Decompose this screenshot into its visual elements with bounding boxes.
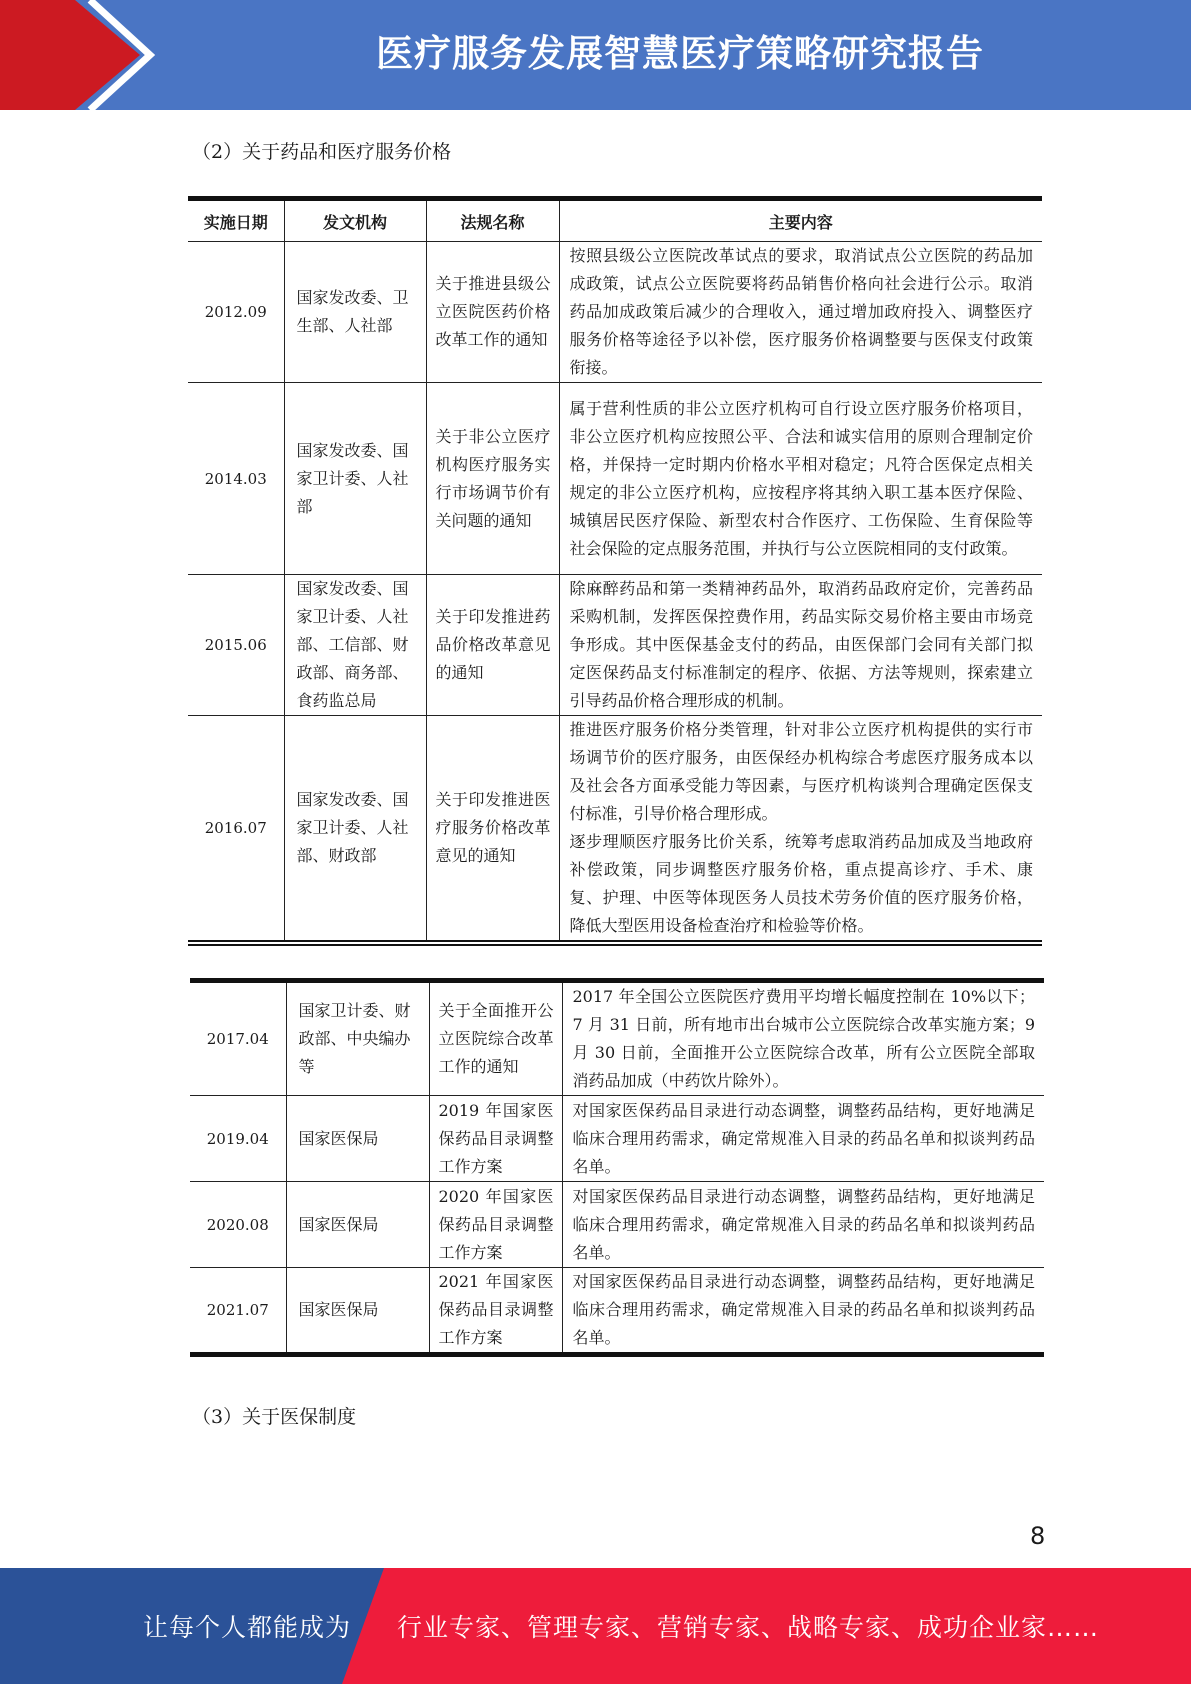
row-org: 国家医保局	[286, 1182, 429, 1268]
row-org: 国家医保局	[286, 1096, 429, 1182]
row-date: 2017.04	[190, 981, 286, 1096]
row-law: 2020 年国家医保药品目录调整工作方案	[429, 1182, 562, 1268]
table-row	[190, 1182, 1044, 1268]
row-org: 国家发改委、国家卫计委、人社部、财政部	[284, 716, 426, 944]
row-content: 对国家医保药品目录进行动态调整，调整药品结构，更好地满足临床合理用药需求，确定常规准入目录的药品名单和拟谈判药品名单。	[562, 1268, 1044, 1355]
column-header-law: 法规名称	[426, 199, 559, 242]
column-header-date: 实施日期	[188, 199, 284, 242]
row-org: 国家发改委、国家卫计委、人社部、工信部、财政部、商务部、食药监总局	[284, 575, 426, 716]
row-date: 2016.07	[188, 716, 284, 944]
table-row	[188, 242, 1042, 383]
page-header	[0, 0, 1191, 110]
table-row	[190, 1096, 1044, 1182]
row-content: 对国家医保药品目录进行动态调整，调整药品结构，更好地满足临床合理用药需求，确定常规准入目录的药品名单和拟谈判药品名单。	[562, 1096, 1044, 1182]
page-number: 8	[1030, 1522, 1046, 1550]
row-law: 2019 年国家医保药品目录调整工作方案	[429, 1096, 562, 1182]
table-row	[188, 716, 1042, 944]
report-title: 医疗服务发展智慧医疗策略研究报告	[376, 32, 984, 75]
row-content: 2017 年全国公立医院医疗费用平均增长幅度控制在 10%以下；7 月 31 日前，所有地市出台城市公立医院综合改革实施方案；9 月 30 日前，全面推开公立医院综合改革，所有公立医院全部取消药品加成（中药饮片除外）。	[562, 981, 1044, 1096]
table-row	[188, 575, 1042, 716]
footer-slogan-lead: 让每个人都能成为	[143, 1613, 352, 1642]
footer-slogan-roles: 行业专家、管理专家、营销专家、战略专家、成功企业家……	[397, 1613, 1100, 1642]
row-content: 对国家医保药品目录进行动态调整，调整药品结构，更好地满足临床合理用药需求，确定常规准入目录的药品名单和拟谈判药品名单。	[562, 1182, 1044, 1268]
row-law: 2021 年国家医保药品目录调整工作方案	[429, 1268, 562, 1355]
row-date: 2012.09	[188, 242, 284, 383]
table-row	[190, 981, 1044, 1096]
column-header-content: 主要内容	[559, 199, 1042, 242]
section-heading-drug-prices: （2）关于药品和医疗服务价格	[192, 141, 452, 163]
row-content-paragraph: 逐步理顺医疗服务比价关系，统筹考虑取消药品加成及当地政府补偿政策，同步调整医疗服务价格，重点提高诊疗、手术、康复、护理、中医等体现医务人员技术劳务价值的医疗服务价格，降低大型医用设备检查治疗和检验等价格。	[569, 832, 1033, 935]
row-content: 按照县级公立医院改革试点的要求，取消试点公立医院的药品加成政策，试点公立医院要将药品销售价格向社会进行公示。取消药品加成政策后减少的合理收入，通过增加政府投入、调整医疗服务价格等途径予以补偿，医疗服务价格调整要与医保支付政策衔接。	[559, 242, 1042, 383]
row-content: 除麻醉药品和第一类精神药品外，取消药品政府定价，完善药品采购机制，发挥医保控费作用，药品实际交易价格主要由市场竞争形成。其中医保基金支付的药品，由医保部门会同有关部门拟定医保药品支付标准制定的程序、依据、方法等规则，探索建立引导药品价格合理形成的机制。	[559, 575, 1042, 716]
table-row	[188, 383, 1042, 575]
row-law: 关于印发推进医疗服务价格改革意见的通知	[426, 716, 559, 944]
row-law: 关于非公立医疗机构医疗服务实行市场调节价有关问题的通知	[426, 383, 559, 575]
table-row	[190, 1268, 1044, 1355]
row-content	[559, 716, 1042, 944]
row-date: 2015.06	[188, 575, 284, 716]
section-heading-insurance: （3）关于医保制度	[192, 1406, 357, 1428]
row-org: 国家发改委、卫生部、人社部	[284, 242, 426, 383]
row-content-paragraph: 推进医疗服务价格分类管理，针对非公立医疗机构提供的实行市场调节价的医疗服务，由医保经办机构综合考虑医疗服务成本以及社会各方面承受能力等因素，与医疗机构谈判合理确定医保支付标准，引导价格合理形成。	[569, 720, 1033, 823]
page-footer	[0, 1568, 1191, 1684]
policy-table-part2	[190, 978, 1044, 1357]
row-law: 关于全面推开公立医院综合改革工作的通知	[429, 981, 562, 1096]
row-law: 关于推进县级公立医院医药价格改革工作的通知	[426, 242, 559, 383]
row-org: 国家医保局	[286, 1268, 429, 1355]
row-date: 2020.08	[190, 1182, 286, 1268]
row-org: 国家卫计委、财政部、中央编办等	[286, 981, 429, 1096]
row-date: 2014.03	[188, 383, 284, 575]
column-header-org: 发文机构	[284, 199, 426, 242]
row-date: 2021.07	[190, 1268, 286, 1355]
row-org: 国家发改委、国家卫计委、人社部	[284, 383, 426, 575]
table-header-row	[188, 199, 1042, 242]
row-content: 属于营利性质的非公立医疗机构可自行设立医疗服务价格项目，非公立医疗机构应按照公平、合法和诚实信用的原则合理制定价格，并保持一定时期内价格水平相对稳定；凡符合医保定点相关规定的非公立医疗机构，应按程序将其纳入职工基本医疗保险、城镇居民医疗保险、新型农村合作医疗、工伤保险、生育保险等社会保险的定点服务范围，并执行与公立医院相同的支付政策。	[559, 383, 1042, 575]
row-law: 关于印发推进药品价格改革意见的通知	[426, 575, 559, 716]
policy-table-part1	[188, 196, 1042, 946]
row-date: 2019.04	[190, 1096, 286, 1182]
